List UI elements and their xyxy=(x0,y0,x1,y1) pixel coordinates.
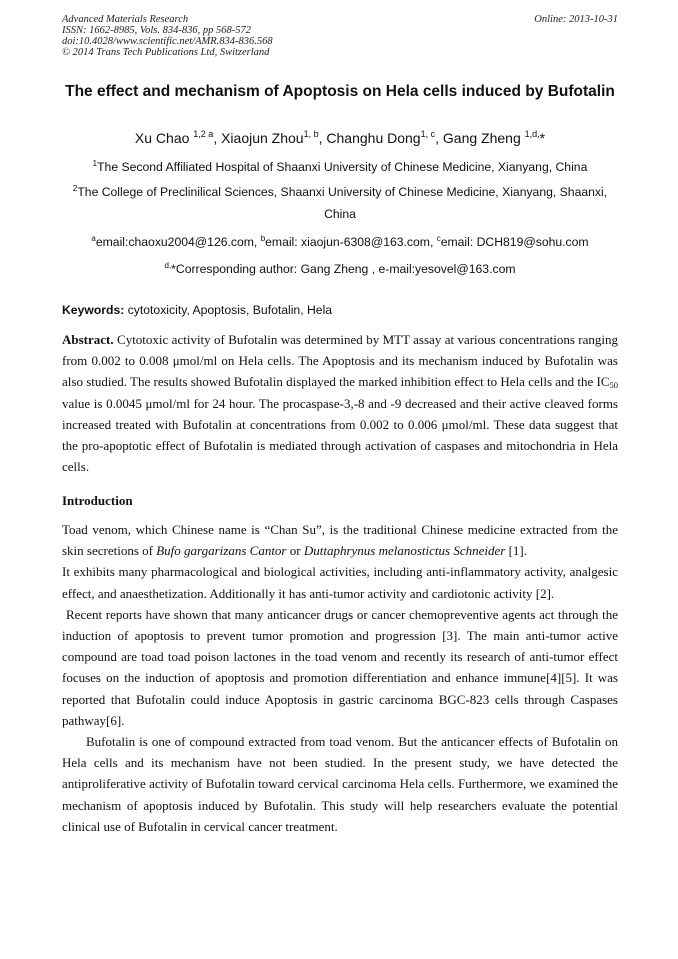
intro-paragraph-4: Bufotalin is one of compound extracted from toad venom. But the anticancer effects of Bufotalin on Hela cells and its mechanism have not been studied. In the present study, we have detected the antiproliferative activity of Bufotalin toward cervical carcinoma Hela cells. Furthermore, we examined the mechanism of apoptosis induced by Bufotalin. This study will help researchers evaluate the potential clinical use of Bufotalin in cervical cancer treatment. xyxy=(62,734,618,834)
author-name: Changhu Dong xyxy=(326,130,421,146)
text-run: or xyxy=(286,543,304,559)
journal-issn: ISSN: 1662-8985, Vols. 834-836, pp 568-572 xyxy=(62,25,251,36)
email-c: email: DCH819@sohu.com xyxy=(440,235,589,249)
keywords-text: cytotoxicity, Apoptosis, Bufotalin, Hela xyxy=(124,303,333,317)
journal-name: Advanced Materials Research xyxy=(62,14,189,25)
online-date: Online: 2013-10-31 xyxy=(534,14,618,25)
email-a: email:chaoxu2004@126.com, xyxy=(95,235,261,249)
journal-doi: doi:10.4028/www.scientific.net/AMR.834-836.568 xyxy=(62,36,273,47)
author-name: Gang Zheng xyxy=(442,130,525,146)
ic50-subscript: 50 xyxy=(609,380,618,391)
author-name: Xiaojun Zhou xyxy=(221,130,304,146)
corresponding-sup: d, xyxy=(164,261,172,270)
author-list: Xu Chao $^{1,2 a}$, Xiaojun Zhou$^{1, b}$, Changhu Dong$^{1, c}$, Gang Zheng $^{1,d,}$* xyxy=(134,129,546,146)
corresponding-text: *Corresponding author: Gang Zheng , e-mail:yesovel@163.com xyxy=(171,262,516,276)
species-name: Bufo gargarizans Cantor xyxy=(156,543,287,559)
species-name: Duttaphrynus melanostictus Schneider xyxy=(303,543,506,559)
abstract-text: value is 0.0045 μmol/ml for 24 hour. The procaspase-3,-8 and -9 decreased and their active cleaved forms increased treated with Bufotalin at concentrations from 0.002 to 0.006 μmol/ml. These data suggest that the pro-apoptotic effect of Bufotalin is mediated through activation of caspases and mitochondria in Hela cells. xyxy=(62,395,618,475)
text-run: Toad venom, which Chinese name is “Chan Su”, is the traditional Chinese medicine extracted from the skin secretions of xyxy=(62,522,618,559)
author-name: Xu Chao xyxy=(134,130,194,146)
affiliation-2 xyxy=(62,181,618,225)
text-run: [1]. xyxy=(505,543,527,559)
corresponding-mark: * xyxy=(539,130,546,146)
affiliation-sup: 2 xyxy=(72,184,78,193)
intro-paragraph-2: It exhibits many pharmacological and biological activities, including anti-inflammatory activity, analgesic effect, and anaesthetization. Additionally it has anti-tumor activity and cardiotonic activity [2]. xyxy=(62,564,618,601)
abstract-text: Cytotoxic activity of Bufotalin was determined by MTT assay at various concentrations ranging from 0.002 to 0.008 μmol/ml on Hela cells. The Apoptosis and its mechanism induced by Bufotalin was also studied. The results showed Bufotalin displayed the marked inhibition effect to Hela cells and the IC xyxy=(62,332,618,390)
keywords-label: Keywords: xyxy=(62,303,125,317)
journal-header xyxy=(62,14,618,58)
keywords xyxy=(62,300,618,320)
author-affiliation-sup: 1, b xyxy=(303,129,319,139)
email-sup: b xyxy=(260,234,266,243)
intro-paragraph-3: Recent reports have shown that many anticancer drugs or cancer chemopreventive agents act through the induction of apoptosis to prevent tumor promotion and progression [3]. The main anti-tumor active compound are toad toad poison lactones in the toad venom and recently its research of anti-tumor effect focuses on the induction of apoptosis and promotion differentiation and enhance immune[4][5]. It was reported that Bufotalin could induce Apoptosis in gastric carcinoma BGC-823 cells through Caspases pathway[6]. xyxy=(62,606,618,728)
email-sup: a xyxy=(91,234,96,243)
affiliation-1 xyxy=(62,156,618,178)
intro-paragraph-1 xyxy=(62,519,618,561)
introduction-body xyxy=(62,519,618,837)
section-heading-introduction: Introduction xyxy=(62,493,133,508)
journal-copyright: © 2014 Trans Tech Publications Ltd, Switzerland xyxy=(62,47,270,58)
author-affiliation-sup: 1,d, xyxy=(524,129,540,139)
corresponding-author xyxy=(62,258,618,280)
affiliation-text: The Second Affiliated Hospital of Shaanxi University of Chinese Medicine, Xianyang, China xyxy=(97,160,588,174)
abstract-paragraph xyxy=(62,329,618,477)
email-b: email: xiaojun-6308@163.com, xyxy=(265,235,437,249)
paper-title: The effect and mechanism of Apoptosis on Hela cells induced by Bufotalin xyxy=(65,83,615,100)
abstract xyxy=(62,329,618,477)
affiliation-text: The College of Preclinilical Sciences, Shaanxi University of Chinese Medicine, Xianyang, Shaanxi, China xyxy=(77,185,608,221)
affiliation-sup: 1 xyxy=(92,159,98,168)
author-affiliation-sup: 1, c xyxy=(420,129,436,139)
abstract-label: Abstract. xyxy=(62,332,114,347)
author-affiliation-sup: 1,2 a xyxy=(193,129,214,139)
email-sup: c xyxy=(436,234,441,243)
author-emails xyxy=(62,231,618,253)
